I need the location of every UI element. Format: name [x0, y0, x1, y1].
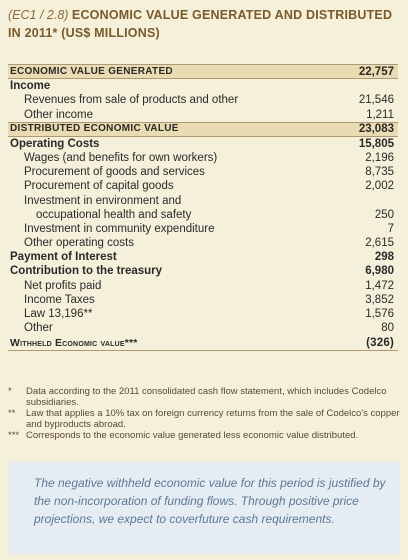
row-payment-of-interest: Payment of Interest 298: [10, 251, 394, 264]
row-economic-value-generated: ECONOMIC VALUE GENERATED 22,757: [8, 64, 398, 79]
row-withheld-economic-value: Withheld Economic value*** (326): [8, 335, 398, 351]
row-other-operating-costs: Other operating costs 2,615: [24, 237, 394, 250]
explanation-box: The negative withheld economic value for this period is justified by the non-incorporation of funding flows. Through positive price projections, we expect to coverfuture cash requirements.: [8, 462, 400, 554]
row-revenues: Revenues from sale of products and other 21,546: [24, 94, 394, 107]
table-code: (EC1 / 2.8): [8, 8, 69, 22]
table-title-text: ECONOMIC VALUE GENERATED AND DISTRIBUTED IN 2011* (US$ MILLIONS): [8, 8, 393, 40]
row-law-13196: Law 13,196** 1,576: [24, 308, 394, 320]
row-wages: Wages (and benefits for own workers) 2,196: [24, 151, 394, 164]
row-investment-environment-2: occupational health and safety 250: [36, 208, 394, 221]
row-capital-goods: Procurement of capital goods 2,002: [24, 180, 394, 193]
row-other-income: Other income 1,211: [24, 108, 394, 121]
footnote: ** Law that applies a 10% tax on foreign currency returns from the sale of Codelco's copper and byproducts abroad.: [8, 408, 400, 430]
economic-value-table: [8, 64, 398, 351]
row-contribution-treasury: Contribution to the treasury 6,980: [10, 265, 394, 278]
row-net-profits: Net profits paid 1,472: [24, 279, 394, 292]
row-other: Other 80: [24, 322, 394, 335]
row-income-taxes: Income Taxes 3,852: [24, 293, 394, 306]
row-investment-environment-1: Investment in environment and: [24, 194, 182, 207]
row-operating-costs: Operating Costs 15,805: [10, 137, 394, 150]
table-title: [8, 6, 400, 42]
footnote: *** Corresponds to the economic value generated less economic value distributed.: [8, 430, 359, 441]
row-income: Income: [10, 80, 51, 93]
footnote: * Data according to the 2011 consolidated cash flow statement, which includes Codelco subsidiaries.: [8, 386, 387, 408]
row-distributed-economic-value: DISTRIBUTED ECONOMIC VALUE 23,083: [8, 122, 398, 137]
row-community-investment: Investment in community expenditure 7: [24, 222, 394, 235]
footnotes: [8, 386, 400, 441]
row-goods-services: Procurement of goods and services 8,735: [24, 166, 394, 179]
